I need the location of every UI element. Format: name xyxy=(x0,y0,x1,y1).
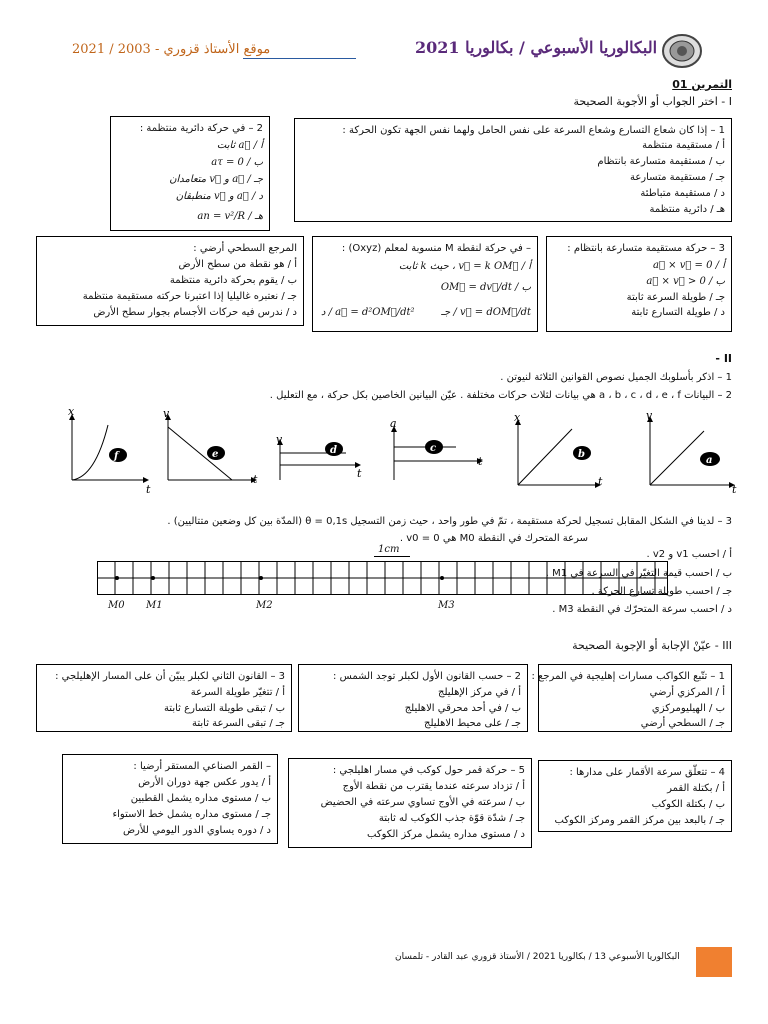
p3-question-2-box xyxy=(298,664,528,732)
svg-text:v: v xyxy=(646,409,653,422)
q1-option-d: د / مستقيمة متباطئة xyxy=(640,188,725,199)
part1-heading: I - اختر الجواب أو الأجوبة الصحيحة xyxy=(573,95,732,108)
graph-b xyxy=(514,411,603,488)
p3q5-option-b: ب / سرعته في الأوج تساوي سرعته في الحضيض xyxy=(320,797,525,808)
part2-q1: 1 – اذكر بأسلوبك الجميل نصوص القوانين الثلاثة لنيوتن . xyxy=(500,372,732,383)
p3q6-option-a: أ / يدور عكس جهة دوران الأرض xyxy=(138,777,271,788)
p3q6-option-b: ب / مستوى مداره يشمل القطبين xyxy=(130,793,271,804)
svg-text:t: t xyxy=(146,483,151,496)
point-m0: M0 xyxy=(108,600,125,611)
p2q3-option-c: جـ / احسب طويلة تسارع الحركة . xyxy=(591,586,732,597)
q2-option-d: د / a⃗ و v⃗ منطبقان xyxy=(175,191,263,202)
q2-option-a: أ / a⃗ ثابت xyxy=(216,140,263,151)
svg-text:t: t xyxy=(253,473,258,486)
q1-option-b: ب / مستقيمة متسارعة بانتظام xyxy=(597,156,725,167)
header-site: 2021 / 2003 - موقع الأستاذ قزوري xyxy=(72,42,271,57)
svg-text:v: v xyxy=(276,433,283,446)
graph-e xyxy=(163,407,258,486)
q4-option-b: ب / OM⃗ = dv⃗/dt xyxy=(440,282,531,293)
p3q4-option-b: ب / بكتلة الكوكب xyxy=(651,799,725,810)
header-title: البكالوريا الأسبوعي / بكالوريا 2021 xyxy=(415,38,658,57)
p3q3-option-c: جـ / تبقى السرعة ثابتة xyxy=(192,718,285,729)
footer-page-marker xyxy=(696,947,732,977)
p3q5-option-c: جـ / شدّة قوّة جذب الكوكب له ثابتة xyxy=(378,813,525,824)
svg-text:x: x xyxy=(514,411,521,424)
question-2-box xyxy=(110,116,270,231)
q5-option-b: ب / يقوم بحركة دائرية منتظمة xyxy=(169,275,297,286)
question-4-box xyxy=(312,236,538,332)
q3-option-a: أ / a⃗ × v⃗ = 0 xyxy=(653,260,725,271)
q5-option-d: د / ندرس فيه حركات الأجسام بجوار سطح الأرض xyxy=(93,307,297,318)
svg-text:t: t xyxy=(598,475,603,488)
svg-text:a: a xyxy=(390,417,397,430)
exercise-title: التمرين 01 xyxy=(672,78,732,91)
q1-option-c: جـ / مستقيمة متسارعة xyxy=(629,172,725,183)
q1-option-e: هـ / دائرية منتظمة xyxy=(649,204,725,215)
p3q2-option-a: أ / في مركز الإهليلج xyxy=(438,687,521,698)
p3q6-stem: – القمر الصناعي المستقر أرضيا : xyxy=(133,761,271,772)
q3-option-b: ب / a⃗ × v⃗ > 0 xyxy=(646,276,725,287)
svg-text:t: t xyxy=(732,483,737,496)
svg-text:t: t xyxy=(357,467,362,480)
svg-text:v: v xyxy=(163,407,170,420)
q2-option-b: ب / aτ = 0 xyxy=(211,157,263,168)
svg-text:c: c xyxy=(430,443,437,454)
point-m3: M3 xyxy=(438,600,455,611)
q3-option-d: د / طويلة التسارع ثابتة xyxy=(631,307,725,318)
p2q3-option-d: د / احسب سرعة المتحرّك في النقطة M3 . xyxy=(552,604,732,615)
graph-d xyxy=(276,433,362,480)
footer-text: البكالوريا الأسبوعي 13 / بكالوريا 2021 / الأستاذ قزوري عبد القادر - تلمسان xyxy=(395,952,680,962)
p3-question-6-box xyxy=(62,754,278,844)
q4-option-c: جـ / v⃗ = dOM⃗/dt xyxy=(441,307,531,318)
p3q2-option-b: ب / في أحد محرقي الاهليلج xyxy=(404,703,521,714)
p3q3-option-a: أ / تتغيّر طويلة السرعة xyxy=(190,687,285,698)
svg-text:a: a xyxy=(706,455,713,466)
q5-option-a: أ / هو نقطة من سطح الأرض xyxy=(178,259,297,270)
question-5-box xyxy=(36,236,304,326)
p3q1-option-a: أ / المركزي أرضي xyxy=(649,687,725,698)
p3q4-stem: 4 – تتعلّق سرعة الأقمار على مدارها : xyxy=(569,767,725,778)
scale-label: 1cm xyxy=(378,544,400,555)
school-logo xyxy=(661,33,703,69)
p3q3-stem: 3 – القانون الثاني لكبلر يبيّن أن على المسار الإهليلجي : xyxy=(55,671,285,682)
svg-text:f: f xyxy=(114,451,119,462)
question-1-box xyxy=(294,118,732,222)
p3q3-option-b: ب / تبقى طويلة التسارع ثابتة xyxy=(163,703,285,714)
p3q1-option-c: جـ / السطحي أرضي xyxy=(640,718,725,729)
part2-q3-stem2: سرعة المتحرك في النقطة M0 هي 0 = v0 . xyxy=(399,533,588,544)
p3q4-option-c: جـ / بالبعد بين مركز القمر ومركز الكوكب xyxy=(554,815,725,826)
graph-c xyxy=(390,417,483,480)
part3-heading: III - عيّنْ الإجابة أو الإجوبة الصحيحة xyxy=(572,639,732,652)
scale-bar xyxy=(374,556,410,557)
svg-text:x: x xyxy=(68,405,75,418)
p3q4-option-a: أ / بكتلة القمر xyxy=(667,783,725,794)
graph-f xyxy=(68,405,151,496)
p2q3-option-b: ب / احسب قيمة التغيّر في السرعة في M1 . xyxy=(545,568,732,579)
p3-question-3-box xyxy=(36,664,292,732)
part2-q2: 2 – البيانات a ، b ، c ، d ، e ، f هي بيانات لثلاث حركات مختلفة . عيّن البيانين الخاصين بكل حركة ، مع التعليل . xyxy=(269,390,732,401)
p3q1-stem: 1 – تتّبع الكواكب مسارات إهليجية في المرجع : xyxy=(531,671,725,682)
p3q6-option-d: د / دوره يساوي الدور اليومي للأرض xyxy=(122,825,271,836)
p3q5-option-a: أ / تزداد سرعته عندما يقترب من نقطة الأوج xyxy=(342,781,525,792)
point-m2: M2 xyxy=(256,600,273,611)
part2-heading: II - xyxy=(715,352,732,365)
p3q2-stem: 2 – حسب القانون الأول لكبلر توجد الشمس : xyxy=(333,671,521,682)
q2-stem: 2 – في حركة دائرية منتظمة : xyxy=(139,123,263,134)
p3-question-1-box xyxy=(531,664,732,732)
header-underline xyxy=(243,58,356,59)
graph-a xyxy=(646,409,737,496)
svg-text:t: t xyxy=(478,455,483,468)
q2-option-e: هـ / an = v²/R xyxy=(197,211,263,222)
p3q5-option-d: د / مستوى مداره يشمل مركز الكوكب xyxy=(367,829,525,840)
p3-question-4-box xyxy=(538,760,732,832)
p3q5-stem: 5 – حركة قمر حول كوكب في مسار اهليلجي : xyxy=(332,765,525,776)
q3-stem: 3 – حركة مستقيمة متسارعة بانتظام : xyxy=(567,243,725,254)
p3q2-option-c: جـ / على محيط الاهليلج xyxy=(424,718,521,729)
graphs-row xyxy=(0,405,768,500)
p2q3-option-a: أ / احسب v1 و v2 . xyxy=(646,549,732,560)
q4-stem: – في حركة لنقطة M منسوبة لمعلم (Oxyz) : xyxy=(341,243,531,254)
q1-stem: 1 – إذا كان شعاع التسارع وشعاع السرعة على نفس الحامل ولهما نفس الجهة تكون الحركة : xyxy=(342,125,725,136)
p3q6-option-c: جـ / مستوى مداره يشمل خط الاستواء xyxy=(112,809,271,820)
q4-option-d: د / a⃗ = d²OM⃗/dt² xyxy=(321,307,415,318)
p3q1-option-b: ب / الهيليومركزي xyxy=(651,703,725,714)
svg-text:d: d xyxy=(330,445,337,456)
svg-text:b: b xyxy=(578,449,585,460)
q5-option-c: جـ / نعتبره غاليليا إذا اعتبرنا حركته مستقيمة منتظمة xyxy=(82,291,297,302)
q5-stem: المرجع السطحي أرضي : xyxy=(193,243,297,254)
q3-option-c: جـ / طويلة السرعة ثابتة xyxy=(626,292,725,303)
q4-option-a: أ / v⃗ = k OM⃗ ، حيث k ثابت xyxy=(398,261,531,272)
svg-text:e: e xyxy=(212,449,219,460)
p3-question-5-box xyxy=(288,758,532,848)
question-3-box xyxy=(546,236,732,332)
q1-option-a: أ / مستقيمة منتظمة xyxy=(642,140,725,151)
q2-option-c: جـ / a⃗ و v⃗ متعامدان xyxy=(169,174,263,185)
part2-q3-stem: 3 – لدينا في الشكل المقابل تسجيل لحركة مستقيمة ، تمّ في طور واحد ، حيث زمن التسجيل θ = 0,1s (المدّة بين كل وضعين متتاليين) . xyxy=(167,516,732,527)
point-m1: M1 xyxy=(146,600,163,611)
